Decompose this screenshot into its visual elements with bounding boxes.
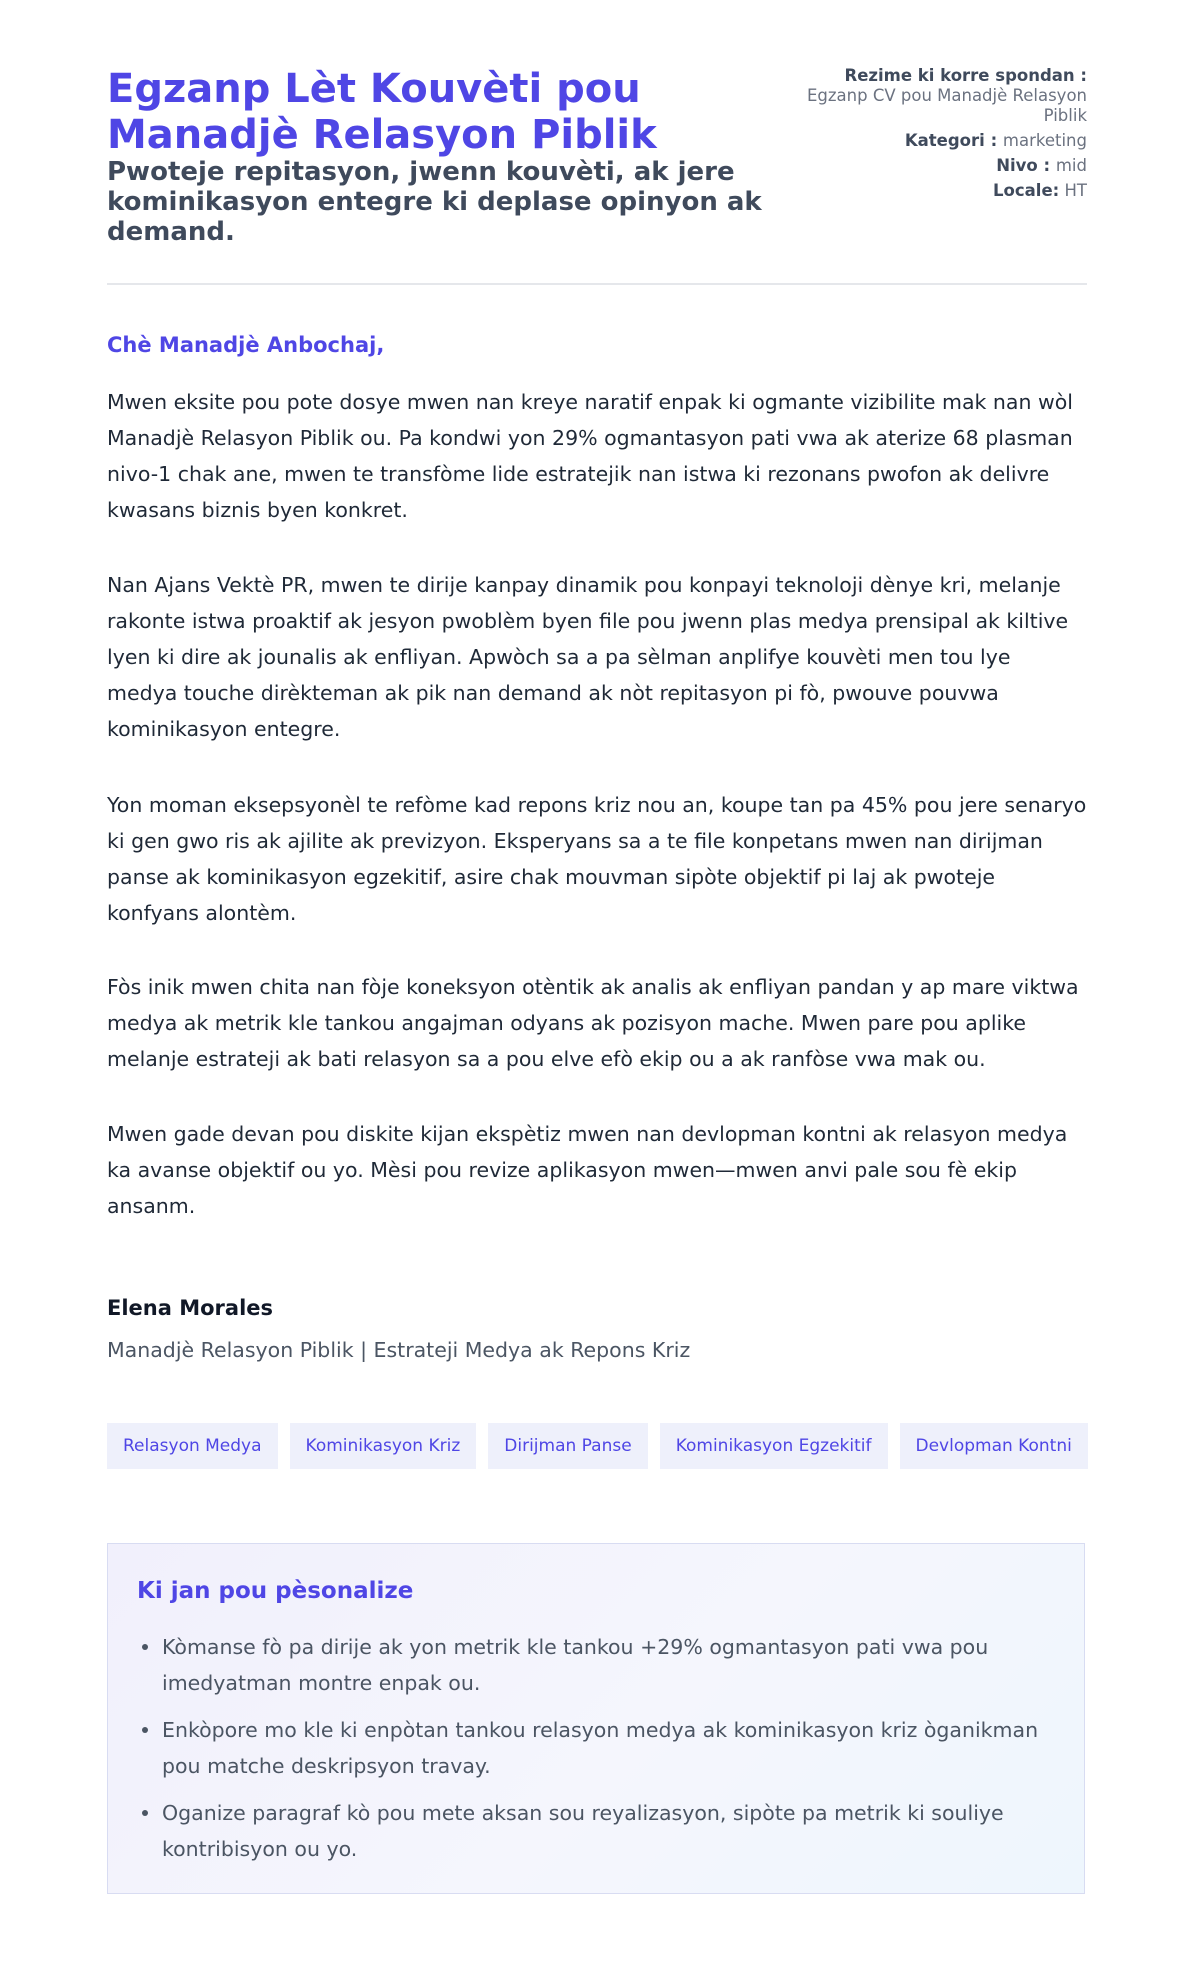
letter-paragraph-2: Nan Ajans Vektè PR, mwen te dirije kanpay dinamik pou konpayi teknoloji dènye kri, melanje rakonte istwa proaktif ak jesyon pwoblèm byen file pou jwenn plas medya prensipal ak kiltive lyen ki dire ak jounalis ak enfliyan. Apwòch sa a pa sèlman anplifye kouvèti men tou lye medya touche dirèkteman ak pik nan demand ak nòt repitasyon pi fò, pwouve pouvwa kominikasyon entegre.	[107, 573, 1069, 741]
signature-name: Elena Morales	[107, 1296, 274, 1320]
meta-locale	[767, 181, 1087, 201]
tips-title: Ki jan pou pèsonalize	[137, 1578, 414, 1604]
document-header	[107, 0, 1087, 285]
signature-role: Manadjè Relasyon Piblik | Estrateji Medya ak Repons Kriz	[107, 1338, 691, 1362]
skill-tag: Devlopman Kontni	[900, 1423, 1088, 1469]
tips-list-item: Oganize paragraf kò pou mete aksan sou reyalizasyon, sipòte pa metrik ki souliye kontribisyon ou yo.	[162, 1795, 1062, 1867]
meta-locale-label: Locale:	[993, 181, 1060, 200]
meta-panel	[767, 66, 1087, 206]
page-subtitle: Pwoteje repitasyon, jwenn kouvèti, ak jere kominikasyon entegre ki deplase opinyon ak demand.	[107, 157, 762, 247]
meta-level: Nivo : mid	[996, 156, 1087, 175]
page-content	[107, 0, 1087, 1861]
meta-summary: Rezime ki korre spondan : Egzanp CV pou Manadjè Relasyon Piblik	[767, 66, 1087, 126]
letter-paragraph-4: Fòs inik mwen chita nan fòje koneksyon otèntik ak analis ak enfliyan pandan y ap mare viktwa medya ak metrik kle tankou angajman odyans ak pozisyon mache. Mwen pare pou aplike melanje estrateji ak bati relasyon sa a pou elve efò ekip ou a ak ranfòse vwa mak ou.	[107, 975, 1079, 1071]
tips-list-item: Enkòpore mo kle ki enpòtan tankou relasyon medya ak kominikasyon kriz òganikman pou matche deskripsyon travay.	[162, 1712, 1062, 1784]
meta-category-value: marketing	[1002, 131, 1087, 150]
meta-level-label: Nivo	[996, 156, 1038, 175]
tips-list-item: Kòmanse fò pa dirije ak yon metrik kle tankou +29% ogmantasyon pati vwa pou imedyatman montre enpak ou.	[162, 1629, 1062, 1701]
letter-paragraph-5: Mwen gade devan pou diskite kijan ekspètiz mwen nan devlopman kontni ak relasyon medya ka avanse objektif ou yo. Mèsi pou revize aplikasyon mwen—mwen anvi pale sou fè ekip ansanm.	[107, 1122, 1068, 1218]
customization-tips-box	[107, 1543, 1085, 1894]
meta-summary-label: Rezime ki korre spondan	[844, 66, 1075, 85]
meta-category-label: Kategori	[904, 131, 985, 150]
page-title: Egzanp Lèt Kouvèti pou Manadjè Relasyon Piblik	[107, 66, 657, 158]
meta-summary-value: Egzanp CV pou Manadjè Relasyon Piblik	[806, 86, 1087, 125]
meta-category: Kategori : marketing	[904, 131, 1087, 150]
meta-locale-value: HT	[1064, 181, 1087, 200]
skill-tags	[107, 1423, 1087, 1469]
letter-paragraph-3: Yon moman eksepsyonèl te refòme kad repons kriz nou an, koupe tan pa 45% pou jere senaryo ki gen gwo ris ak ajilite ak previzyon. Eksperyans sa a te file konpetans mwen nan dirijman panse ak kominikasyon egzekitif, asire chak mouvman sipòte objektif pi laj ak pwoteje konfyans alontèm.	[107, 793, 1087, 925]
skill-tag: Relasyon Medya	[107, 1423, 278, 1469]
tips-list	[137, 1629, 1062, 1878]
skill-tag: Kominikasyon Egzekitif	[660, 1423, 888, 1469]
letter-paragraph-1: Mwen eksite pou pote dosye mwen nan kreye naratif enpak ki ogmante vizibilite mak nan wòl Manadjè Relasyon Piblik ou. Pa kondwi yon 29% ogmantasyon pati vwa ak aterize 68 plasman nivo-1 chak ane, mwen te transfòme lide estratejik nan istwa ki rezonans pwofon ak delivre kwasans biznis byen konkret.	[107, 390, 1073, 522]
skill-tag: Dirijman Panse	[488, 1423, 647, 1469]
meta-level-value: mid	[1055, 156, 1087, 175]
letter-greeting: Chè Manadjè Anbochaj,	[107, 333, 385, 357]
skill-tag: Kominikasyon Kriz	[290, 1423, 477, 1469]
